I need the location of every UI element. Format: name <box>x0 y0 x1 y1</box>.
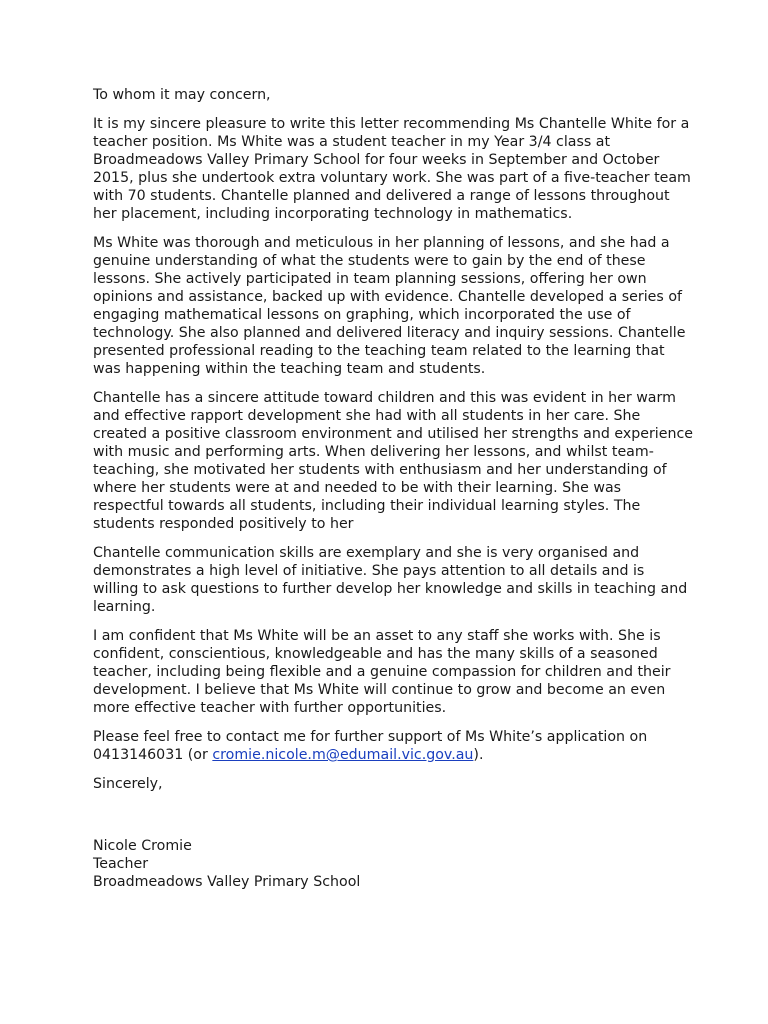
paragraph-contact <box>93 728 693 764</box>
email-link[interactable]: cromie.nicole.m@edumail.vic.gov.au <box>212 747 474 763</box>
paragraph-introduction: It is my sincere pleasure to write this letter recommending Ms Chantelle White for a teacher position. Ms White was a student teacher in my Year 3/4 class at Broadmeadows Valley Primary School for four weeks in September and October 2015, plus she undertook extra voluntary work. She was part of a five-teacher team with 70 students. Chantelle planned and delivered a range of lessons throughout her placement, including incorporating technology in mathematics. <box>93 116 691 222</box>
paragraph-confidence: I am confident that Ms White will be an asset to any staff she works with. She is confident, conscientious, knowledgeable and has the many skills of a seasoned teacher, including being flexible and a genuine compassion for children and their development. I believe that Ms White will continue to grow and become an even more effective teacher with further opportunities. <box>93 628 671 716</box>
closing: Sincerely, <box>93 776 163 792</box>
signature-name: Nicole Cromie <box>93 838 192 854</box>
paragraph-attitude: Chantelle has a sincere attitude toward children and this was evident in her warm and effective rapport development she had with all students in her care. She created a positive classroom environment and utilised her strengths and experience with music and performing arts. When delivering her lessons, and whilst team-teaching, she motivated her students with enthusiasm and her understanding of where her students were at and needed to be with their learning. She was respectful towards all students, including their individual learning styles. The students responded positively to her <box>93 390 693 532</box>
signature-school: Broadmeadows Valley Primary School <box>93 874 361 890</box>
contact-text-before: Please feel free to contact me for further support of Ms White’s application on 0413146031 (or <box>93 729 648 763</box>
paragraph-communication: Chantelle communication skills are exemplary and she is very organised and demonstrates a high level of initiative. She pays attention to all details and is willing to ask questions to further develop her knowledge and skills in teaching and learning. <box>93 545 688 615</box>
signature-title: Teacher <box>93 856 149 872</box>
paragraph-planning: Ms White was thorough and meticulous in her planning of lessons, and she had a genuine understanding of what the students were to gain by the end of these lessons. She actively participated in team planning sessions, offering her own opinions and assistance, backed up with evidence. Chantelle developed a series of engaging mathematical lessons on graphing, which incorporated the use of technology. She also planned and delivered literacy and inquiry sessions. Chantelle presented professional reading to the teaching team related to the learning that was happening within the teaching team and students. <box>93 235 686 377</box>
contact-text-after: ). <box>473 747 484 763</box>
salutation: To whom it may concern, <box>93 87 271 103</box>
signature-block <box>93 837 693 891</box>
letter-body <box>93 86 693 891</box>
